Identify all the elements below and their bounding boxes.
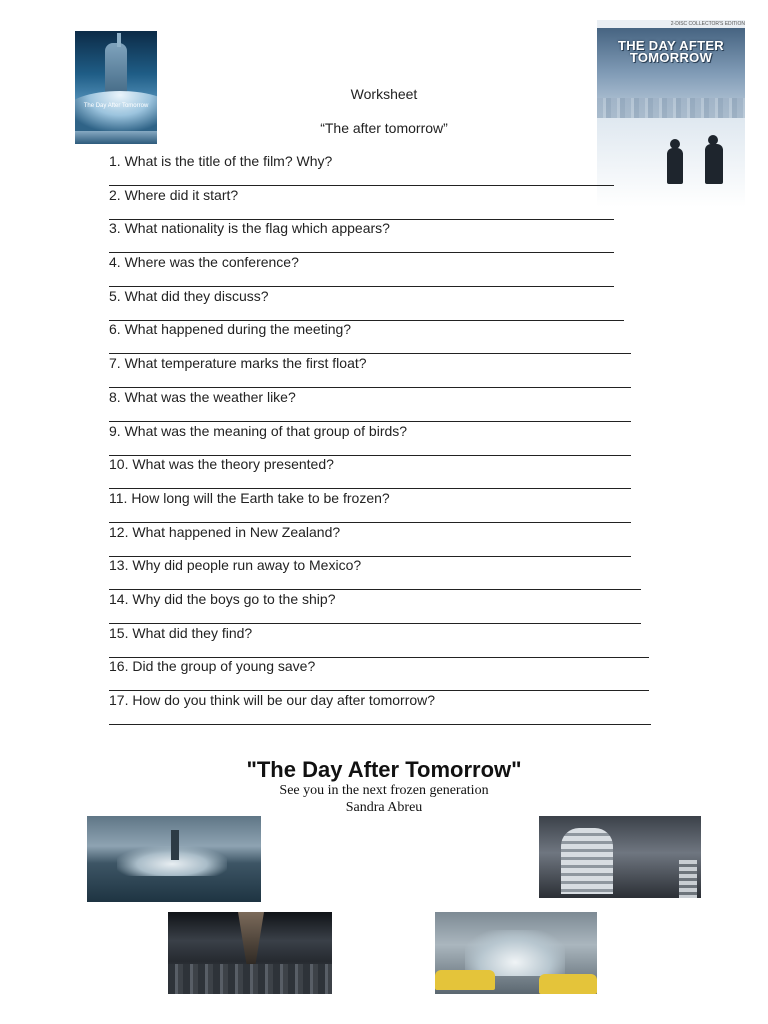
building-shape <box>679 860 697 898</box>
question-item <box>109 321 669 355</box>
question-item <box>109 456 669 490</box>
question-item <box>109 254 669 288</box>
question-item <box>109 658 669 692</box>
tagline: See you in the next frozen generation <box>279 783 489 798</box>
tower-shape <box>561 828 613 894</box>
question-item <box>109 557 669 591</box>
skyline-shape <box>168 964 332 994</box>
question-list <box>109 153 669 726</box>
flooded-street-image <box>435 912 597 994</box>
question-item <box>109 389 669 423</box>
question-text: 10. What was the theory presented? <box>109 456 334 473</box>
question-text: 16. Did the group of young save? <box>109 658 316 675</box>
statue-shape <box>171 830 179 860</box>
question-text: 6. What happened during the meeting? <box>109 321 352 338</box>
tidal-wave-image <box>87 816 261 902</box>
question-item <box>109 625 669 659</box>
taxi-shape <box>435 970 495 990</box>
traveler-figure <box>705 144 723 184</box>
worksheet-title: Worksheet <box>350 86 418 102</box>
poster-right-banner: 2-DISC COLLECTOR'S EDITION <box>597 20 745 28</box>
question-item <box>109 423 669 457</box>
question-text: 5. What did they discuss? <box>109 287 269 304</box>
question-text: 17. How do you think will be our day after tomorrow? <box>109 692 436 708</box>
taxi-shape <box>539 974 597 994</box>
traveler-figure <box>667 148 683 184</box>
question-text: 15. What did they find? <box>109 624 253 641</box>
question-item <box>109 591 669 625</box>
movie-title: "The Day After Tomorrow" <box>246 757 522 782</box>
poster-left-title: The Day After Tomorrow <box>83 103 149 109</box>
question-text: 12. What happened in New Zealand? <box>109 523 341 540</box>
question-item <box>109 288 669 322</box>
poster-right-title: THE DAY AFTER TOMORROW <box>618 38 724 65</box>
storm-building-image <box>539 816 701 898</box>
tornado-city-image <box>168 912 332 994</box>
question-text: 14. Why did the boys go to the ship? <box>109 590 336 607</box>
question-item <box>109 692 669 726</box>
question-text: 7. What temperature marks the first float? <box>109 355 367 372</box>
worksheet-subtitle: “The after tomorrow” <box>320 120 448 136</box>
answer-line[interactable] <box>109 724 651 725</box>
author-name: Sandra Abreu <box>345 800 423 815</box>
question-item <box>109 355 669 389</box>
question-item <box>109 153 669 187</box>
question-item <box>109 490 669 524</box>
question-item <box>109 187 669 221</box>
question-text: 3. What nationality is the flag which appears? <box>109 220 390 237</box>
question-text: 9. What was the meaning of that group of birds? <box>109 422 408 439</box>
question-item <box>109 220 669 254</box>
tornado-shape <box>238 912 264 968</box>
question-text: 4. Where was the conference? <box>109 254 299 271</box>
question-item <box>109 524 669 558</box>
question-text: 1. What is the title of the film? Why? <box>109 153 333 169</box>
question-text: 11. How long will the Earth take to be frozen? <box>109 489 390 506</box>
question-text: 13. Why did people run away to Mexico? <box>109 557 362 574</box>
question-text: 8. What was the weather like? <box>109 388 296 405</box>
question-text: 2. Where did it start? <box>109 186 239 203</box>
